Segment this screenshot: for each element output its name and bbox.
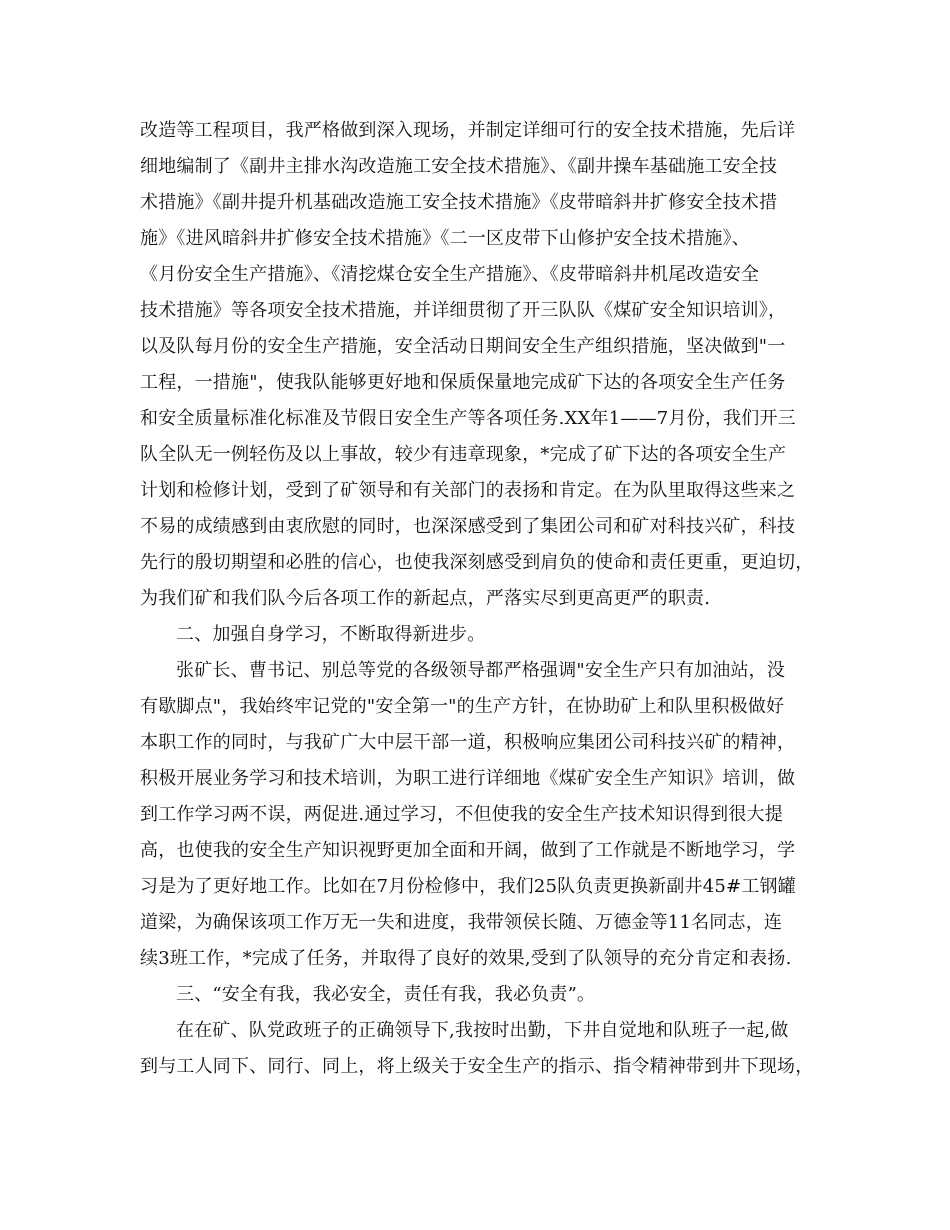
text-line: 改造等工程项目，我严格做到深入现场，并制定详细可行的安全技术措施，先后详: [140, 120, 796, 141]
text-line: 术措施》《副井提升机基础改造施工安全技术措施》《皮带暗斜井扩修安全技术措: [140, 192, 778, 213]
text-line: 工程，一措施"，使我队能够更好地和保质保量地完成矿下达的各项安全生产任务: [140, 372, 786, 393]
text-line: 高，也使我的安全生产知识视野更加全面和开阔，做到了工作就是不断地学习，学: [140, 840, 796, 861]
section-heading: 二、加强自身学习，不断取得新进步。: [176, 624, 486, 645]
text-line: 队全队无一例轻伤及以上事故，较少有违章现象，*完成了矿下达的各项安全生产: [140, 444, 787, 465]
text-line: 和安全质量标准化标准及节假日安全生产等各项任务.XX年1——7月份，我们开三: [140, 408, 796, 429]
text-line: 张矿长、曹书记、别总等党的各级领导都严格强调"安全生产只有加油站，没: [176, 660, 786, 681]
text-line: 到工作学习两不误，两促进.通过学习，不但使我的安全生产技术知识得到很大提: [140, 804, 783, 825]
text-line: 细地编制了《副井主排水沟改造施工安全技术措施》、《副井操车基础施工安全技: [140, 156, 778, 177]
text-line: 有歇脚点"，我始终牢记党的"安全第一"的生产方针，在协助矿上和队里积极做好: [140, 696, 785, 717]
text-line: 《月份安全生产措施》、《清挖煤仓安全生产措施》、《皮带暗斜井机尾改造安全: [140, 264, 760, 285]
text-line: 计划和检修计划，受到了矿领导和有关部门的表扬和肯定。在为队里取得这些来之: [140, 480, 796, 501]
text-line: 先行的殷切期望和必胜的信心，也使我深刻感受到肩负的使命和责任更重，更迫切，: [140, 552, 814, 573]
text-line: 续3班工作，*完成了任务，并取得了良好的效果,受到了队领导的充分肯定和表扬.: [140, 948, 792, 969]
text-line: 不易的成绩感到由衷欣慰的同时，也深深感受到了集团公司和矿对科技兴矿，科技: [140, 516, 796, 537]
text-line: 在在矿、队党政班子的正确领导下,我按时出勤，下井自觉地和队班子一起,做: [176, 1020, 789, 1041]
text-line: 以及队每月份的安全生产措施，安全活动日期间安全生产组织措施，坚决做到"一: [140, 336, 786, 357]
text-line: 技术措施》等各项安全技术措施，并详细贯彻了开三队队《煤矿安全知识培训》，: [140, 300, 787, 321]
text-line: 为我们矿和我们队今后各项工作的新起点，严落实尽到更高更严的职责.: [140, 588, 711, 609]
text-line: 道梁，为确保该项工作万无一失和进度，我带领侯长随、万德金等11名同志，连: [140, 912, 783, 933]
text-line: 本职工作的同时，与我矿广大中层干部一道，积极响应集团公司科技兴矿的精神，: [140, 732, 796, 753]
text-line: 积极开展业务学习和技术培训，为职工进行详细地《煤矿安全生产知识》培训，做: [140, 768, 796, 789]
text-line: 施》《进风暗斜井扩修安全技术措施》《二一区皮带下山修护安全技术措施》、: [140, 228, 750, 249]
text-line: 到与工人同下、同行、同上，将上级关于安全生产的指示、指令精神带到井下现场，: [140, 1056, 814, 1077]
text-line: 习是为了更好地工作。比如在7月份检修中，我们25队负责更换新副井45#工钢罐: [140, 876, 796, 897]
section-heading: 三、“安全有我，我必安全，责任有我，我必负责”。: [176, 984, 596, 1005]
